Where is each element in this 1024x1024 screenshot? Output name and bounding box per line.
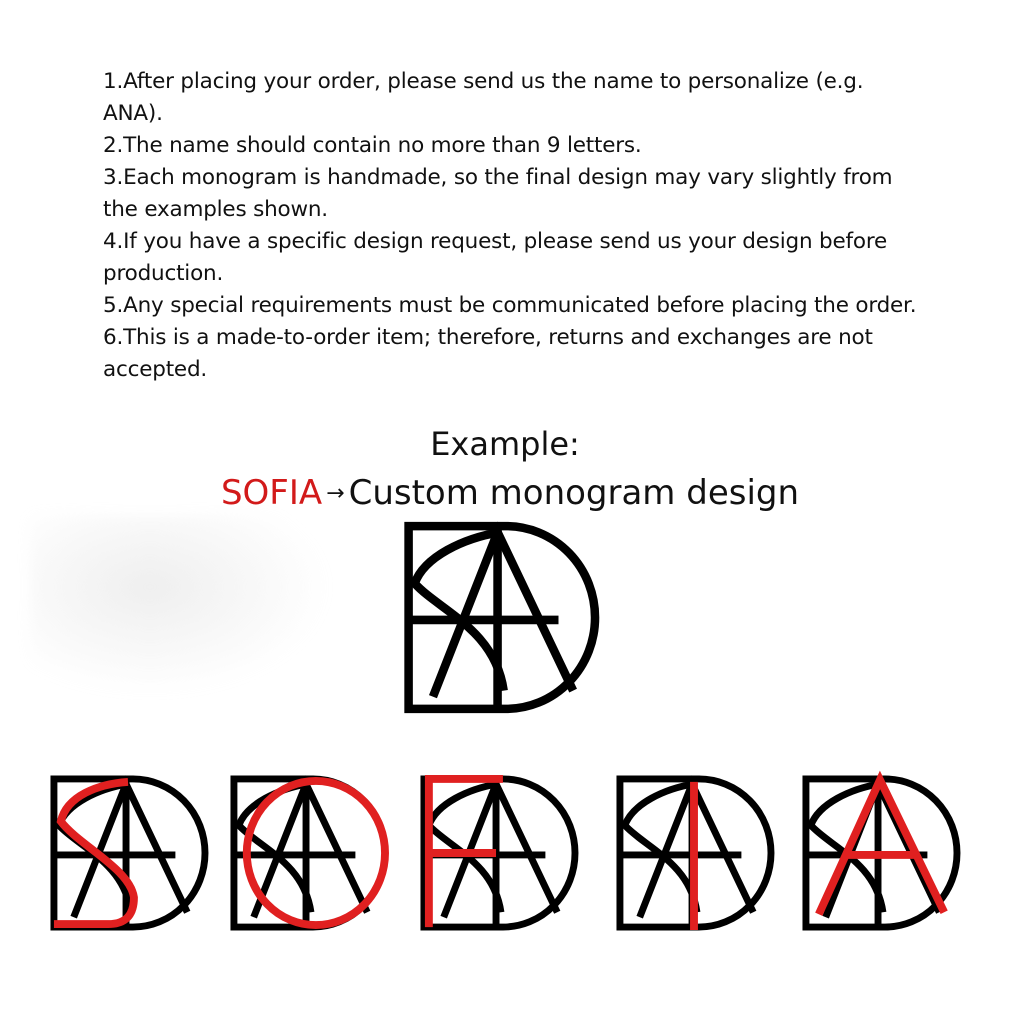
monogram-main	[400, 520, 600, 715]
example-caption	[0, 470, 1020, 517]
monogram-variant-a	[800, 774, 960, 932]
monogram-variant-i	[614, 774, 774, 932]
background-smudge	[30, 515, 330, 695]
example-description: Custom monogram design	[348, 473, 800, 513]
instruction-item-6: 6.This is a made-to-order item; therefore, returns and exchanges are not accepted.	[103, 325, 873, 382]
instruction-item-3: 3.Each monogram is handmade, so the final design may vary slightly from the examples shown.	[103, 165, 893, 222]
monogram-variant-s	[48, 774, 208, 932]
example-heading: Example:	[430, 425, 580, 463]
instruction-item-5: 5.Any special requirements must be communicated before placing the order.	[103, 293, 917, 318]
arrow-right-icon: →	[326, 481, 345, 506]
example-name: SOFIA	[220, 473, 323, 513]
instruction-item-4: 4.If you have a specific design request, please send us your design before production.	[103, 229, 888, 286]
monogram-variant-o	[228, 774, 388, 932]
instructions-list	[103, 66, 923, 386]
instruction-item-1: 1.After placing your order, please send us the name to personalize (e.g. ANA).	[103, 69, 864, 126]
instruction-item-2: 2.The name should contain no more than 9 letters.	[103, 133, 642, 158]
monogram-variant-f	[418, 774, 578, 932]
